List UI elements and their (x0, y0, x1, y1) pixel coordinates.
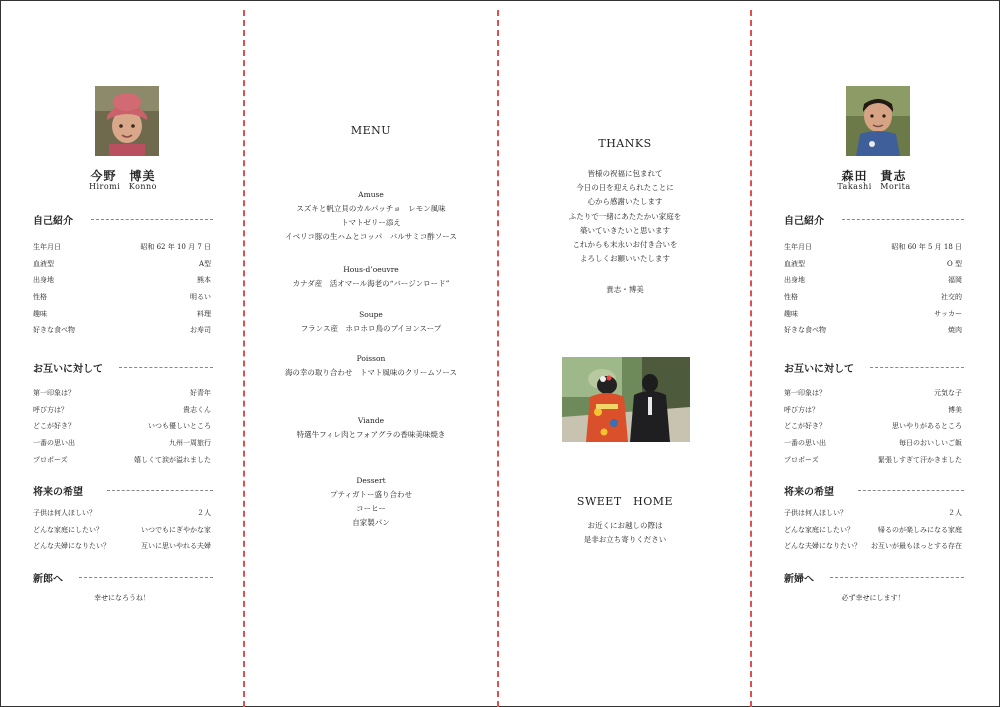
course-amuse (246, 188, 496, 244)
list-item: どんな夫婦になりたい？ 互いに思いやれる夫婦 (33, 542, 211, 551)
groom-to-bride-heading: 新婦へ (784, 570, 964, 584)
list-item: 好きな食べ物 お寿司 (33, 326, 211, 335)
groom-future-list (784, 508, 962, 558)
course-name: Dessert (356, 476, 386, 485)
course-soupe (246, 308, 496, 336)
couple-photo (562, 357, 690, 442)
list-item: 血液型 O 型 (784, 259, 962, 268)
groom-mutual-heading: お互いに対して (784, 360, 964, 374)
bride-future-list (33, 508, 211, 558)
thanks-title: THANKS (598, 137, 652, 150)
list-item: 第一印象は？ 好青年 (33, 389, 211, 397)
bride-name: 今野 博美 (90, 169, 156, 183)
groom-romaji: Takashi Morita (837, 182, 911, 191)
sweet-home-section (500, 493, 750, 509)
bride-future-heading: 将来の希望 (33, 483, 213, 497)
list-item: どこが好き？ いつも優しいところ (33, 422, 211, 431)
list-item: 第一印象は？ 元気な子 (784, 389, 962, 397)
bride-mutual-heading: お互いに対して (33, 360, 213, 374)
fold-line-3 (750, 10, 752, 707)
bride-intro-heading: 自己紹介 (33, 212, 213, 226)
groom-future-heading: 将来の希望 (784, 483, 964, 497)
list-item: 呼び方は？ 貴志くん (33, 405, 211, 414)
menu-title: MENU (350, 124, 392, 137)
course-item: フランス産 ホロホロ鳥のブイヨンスープ (300, 324, 442, 333)
course-name: Viande (357, 416, 385, 425)
bride-profile-panel (33, 0, 213, 707)
thanks-message: 皆様の祝福に包まれて 今日の日を迎えられたことに 心から感謝いたします ふたりで一緒にあたたかい家庭を 築いていきたいと思います これからも末永いお付き合いを よろしくお願いいたします (568, 169, 682, 264)
groom-child-photo (846, 86, 910, 156)
course-viande (246, 414, 496, 442)
list-item: どこが好き？ 思いやりがあるところ (784, 422, 962, 431)
course-item: コーヒー (356, 504, 386, 513)
list-item: 性格 社交的 (784, 293, 962, 302)
list-item: どんな夫婦になりたい？ お互いが最もほっとする存在 (784, 542, 962, 551)
course-item: スズキと帆立貝のカルパッチョ レモン風味 (296, 204, 446, 213)
menu-panel (246, 124, 496, 137)
list-item: 出身地 熊本 (33, 276, 211, 285)
list-item: 一番の思い出 毎日のおいしいご飯 (784, 439, 962, 448)
course-item: トマトゼリー添え (341, 218, 401, 227)
list-item: 性格 明るい (33, 293, 211, 302)
list-item: どんな家庭にしたい？ 帰るのが楽しみになる家庭 (784, 525, 962, 534)
bride-message: 幸せになろうね！ (94, 594, 150, 602)
bride-mutual-list (33, 388, 211, 471)
list-item: プロポーズ 緊張しすぎて汗かきました (784, 455, 962, 464)
course-item: プティガトー盛り合わせ (330, 490, 412, 499)
groom-profile-panel (784, 0, 964, 707)
bride-intro-list (33, 242, 211, 342)
list-item: 血液型 A型 (33, 259, 211, 268)
list-item: 好きな食べ物 焼肉 (784, 326, 962, 335)
groom-name: 森田 貴志 (841, 169, 907, 183)
list-item: 呼び方は？ 博美 (784, 405, 962, 414)
bride-to-groom-heading: 新郎へ (33, 570, 213, 584)
list-item: 子供は何人ほしい？ ２人 (33, 509, 211, 517)
course-item: 特選牛フィレ肉とフォアグラの香味美味焼き (296, 430, 446, 439)
course-item: 自家製パン (352, 518, 390, 527)
groom-intro-heading: 自己紹介 (784, 212, 964, 226)
list-item: 生年月日 昭和 62 年 10 月 7 日 (33, 243, 211, 251)
fold-line-1 (243, 10, 245, 707)
course-name: Poisson (356, 354, 386, 363)
sweet-home-message: お近くにお越しの際は 是非お立ち寄りください (583, 521, 667, 545)
list-item: 一番の思い出 九州一周旅行 (33, 439, 211, 448)
list-item: 趣味 料理 (33, 309, 211, 318)
thanks-signature: 貴志・博美 (606, 285, 644, 294)
groom-message: 必ず幸せにします！ (841, 594, 905, 602)
course-name: Amuse (358, 190, 384, 199)
list-item: どんな家庭にしたい？ いつでもにぎやかな家 (33, 525, 211, 534)
course-hors-doeuvre (246, 263, 496, 291)
fold-line-2 (497, 10, 499, 707)
groom-mutual-list (784, 388, 962, 471)
course-name: Hous-d’oeuvre (343, 265, 399, 274)
list-item: プロポーズ 嬉しくて涙が溢れました (33, 455, 211, 464)
course-item: 海の幸の取り合わせ トマト風味のクリームソース (284, 368, 458, 377)
course-name: Soupe (359, 310, 383, 319)
list-item: 趣味 サッカー (784, 309, 962, 318)
list-item: 出身地 福岡 (784, 276, 962, 285)
groom-intro-list (784, 242, 962, 342)
thanks-section (500, 137, 750, 150)
list-item: 子供は何人ほしい？ ２人 (784, 509, 962, 517)
bride-romaji: Hiromi Konno (88, 182, 158, 191)
bride-child-photo (95, 86, 159, 156)
sweet-home-title: SWEET HOME (576, 495, 674, 508)
course-item: カナダ産 活オマール海老の“バージンロード” (292, 279, 450, 288)
course-poisson (246, 352, 496, 380)
list-item: 生年月日 昭和 60 年 5 月 18 日 (784, 243, 962, 251)
course-item: イベリコ豚の生ハムとコッパ バルサミコ酢ソース (285, 232, 457, 241)
course-dessert (246, 474, 496, 530)
